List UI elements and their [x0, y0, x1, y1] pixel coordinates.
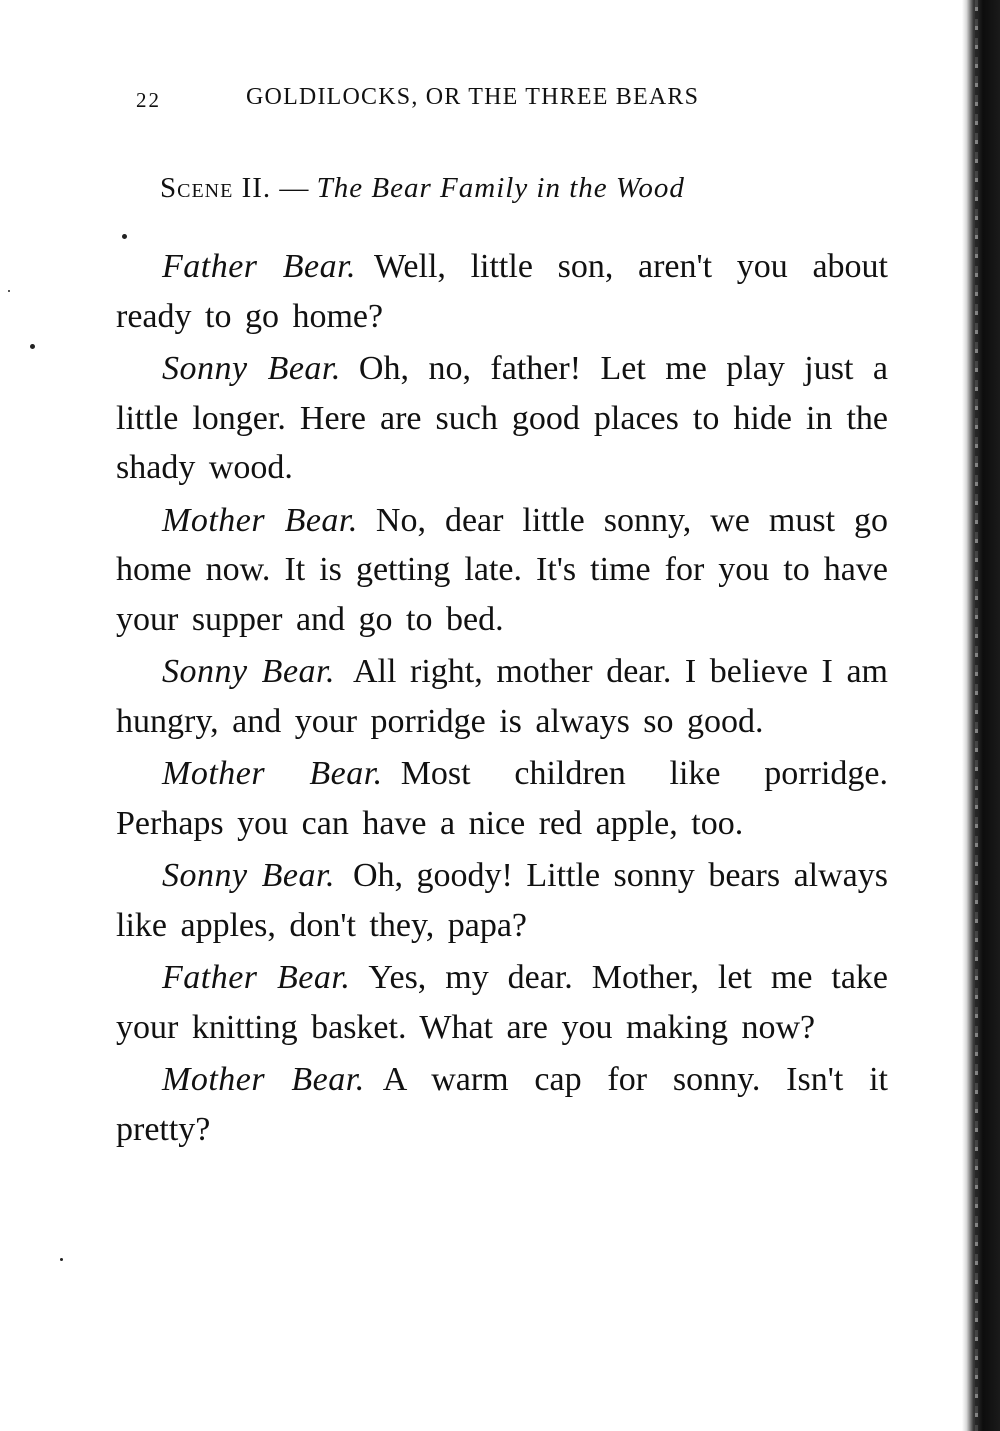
speech-paragraph: [116, 953, 888, 1052]
scan-speck: [30, 344, 35, 349]
speaker-name: Sonny Bear.: [162, 857, 335, 894]
speech-text: A warm cap for sonny. Isn't it pretty?: [116, 1061, 888, 1148]
speech-text: Yes, my dear. Mother, let me take your knitting basket. What are you making now?: [116, 959, 888, 1046]
scan-speck: [8, 290, 10, 292]
speech-text: Well, little son, aren't you about ready to go home?: [116, 248, 888, 335]
speech-text: All right, mother dear. I believe I am hungry, and your porridge is always so good.: [116, 653, 888, 740]
scene-label: Scene II. —: [160, 172, 310, 204]
speech-paragraph: [116, 1055, 888, 1154]
page-edge-texture: [975, 0, 978, 1431]
speech-text: Oh, goody! Little sonny bears always like apples, don't they, papa?: [116, 857, 888, 944]
speech-paragraph: [116, 242, 888, 341]
speaker-name: Mother Bear.: [162, 1061, 365, 1098]
speaker-name: Sonny Bear.: [162, 653, 335, 690]
speech-paragraph: [116, 749, 888, 848]
speech-paragraph: [116, 344, 888, 493]
speech-text: Most children like porridge. Perhaps you can have a nice red apple, too.: [116, 755, 888, 842]
scene-title: The Bear Family in the Wood: [316, 172, 685, 204]
speaker-name: Father Bear.: [162, 248, 357, 285]
speech-text: No, dear little sonny, we must go home now. It is getting late. It's time for you to have your supper and go to bed.: [116, 501, 888, 638]
speaker-name: Sonny Bear.: [162, 350, 341, 387]
running-title: GOLDILOCKS, OR THE THREE BEARS: [246, 84, 700, 110]
speaker-name: Mother Bear.: [162, 755, 383, 792]
speech-paragraph: [116, 851, 888, 950]
speaker-name: Father Bear.: [162, 959, 351, 996]
dialogue-body: [116, 242, 888, 1157]
speech-paragraph: [116, 496, 888, 645]
scan-speck: [122, 234, 127, 239]
running-header: [136, 84, 796, 120]
page-number: 22: [136, 88, 161, 112]
page-binding-edge: [962, 0, 1000, 1431]
speaker-name: Mother Bear.: [162, 501, 358, 539]
speech-paragraph: [116, 647, 888, 746]
speech-text: Oh, no, father! Let me play just a little longer. Here are such good places to hide in the shady wood.: [116, 350, 888, 486]
scene-heading: [160, 172, 880, 205]
scan-speck: [60, 1258, 63, 1261]
